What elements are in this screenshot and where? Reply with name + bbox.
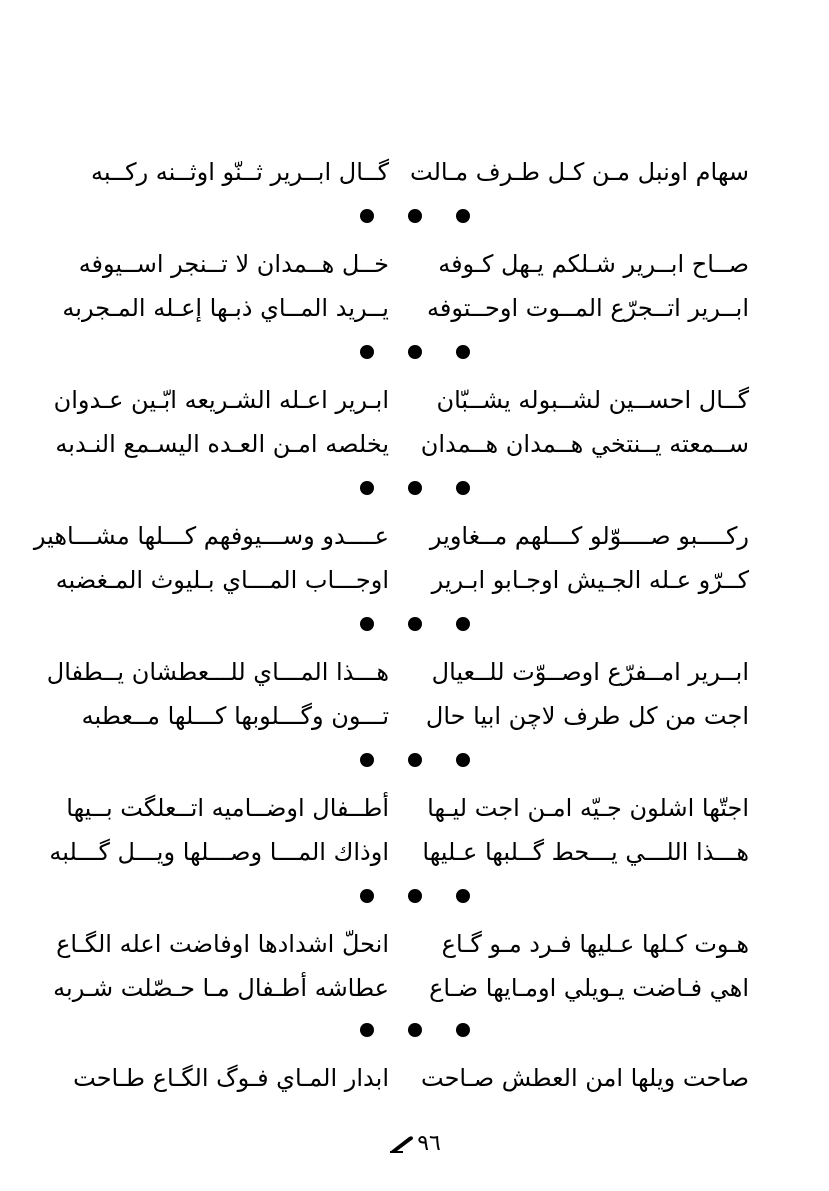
verse-left: ابـرير اعـله الشـريعه ابّـين عـدوان bbox=[53, 386, 389, 414]
divider-dot bbox=[360, 345, 374, 359]
stanza-divider bbox=[360, 888, 470, 904]
divider-dot bbox=[456, 209, 470, 223]
page-number-text: ٩٦ bbox=[417, 1130, 441, 1156]
page-number bbox=[380, 1128, 450, 1158]
verse-left: خــل هــمدان لا تــنجر اســيوفه bbox=[78, 250, 389, 278]
quill-icon bbox=[389, 1133, 415, 1153]
stanza-divider bbox=[360, 344, 470, 360]
divider-dot bbox=[456, 753, 470, 767]
verse-left: گــال ابــرير ثــنّو اوثــنه ركــبه bbox=[90, 158, 389, 186]
stanza-divider bbox=[360, 752, 470, 768]
verse-left: عطاشه أطـفال مـا حـصّلت شـربه bbox=[53, 974, 389, 1002]
divider-dot bbox=[360, 481, 374, 495]
divider-dot bbox=[456, 345, 470, 359]
verse-left: يخلصه امـن العـده اليسـمع النـدبه bbox=[55, 430, 389, 458]
verse-right: هـــذا اللـــي يـــحط گــلبها عـليها bbox=[422, 838, 749, 866]
verse-left: اوجـــاب المـــاي بـليوث المـغضبه bbox=[55, 566, 389, 594]
verse-right: سهام اونبل مـن كـل طـرف مـالت bbox=[410, 158, 749, 186]
divider-dot bbox=[360, 1023, 374, 1037]
verse-left: عــــدو وســـيوفهم كـــلها مشـــاهير bbox=[33, 522, 389, 550]
verse-left: اوذاك المـــا وصـــلها ويـــل گـــلبه bbox=[49, 838, 389, 866]
verse-right: كــرّو عـله الجـيش اوجـابو ابـرير bbox=[431, 566, 749, 594]
divider-dot bbox=[360, 753, 374, 767]
divider-dot bbox=[360, 889, 374, 903]
verse-right: اهي فـاضت يـويلي اومـايها ضـاع bbox=[429, 974, 749, 1002]
divider-dot bbox=[408, 889, 422, 903]
verse-left: أطــفال اوضــاميه اتــعلگت بــيها bbox=[66, 794, 389, 822]
stanza-divider bbox=[360, 1022, 470, 1038]
verse-right: اجت من كل طرف لاچن ابيا حال bbox=[425, 702, 749, 730]
divider-dot bbox=[408, 753, 422, 767]
verse-left: تـــون وگـــلوبها كـــلها مــعطبه bbox=[81, 702, 389, 730]
divider-dot bbox=[456, 1023, 470, 1037]
divider-dot bbox=[456, 481, 470, 495]
stanza-divider bbox=[360, 616, 470, 632]
verse-right: ابــرير امــفرّع اوصــوّت للــعيال bbox=[431, 658, 749, 686]
verse-right: هـوت كـلها عـليها فـرد مـو گـاع bbox=[441, 930, 749, 958]
verse-right: ركــــبو صــــوّلو كـــلهم مــغاوير bbox=[429, 522, 749, 550]
divider-dot bbox=[408, 1023, 422, 1037]
divider-dot bbox=[408, 481, 422, 495]
verse-right: ســمعته يــنتخي هــمدان هــمدان bbox=[420, 430, 749, 458]
divider-dot bbox=[408, 209, 422, 223]
divider-dot bbox=[408, 617, 422, 631]
verse-right: صــاح ابــرير شـلكم يـهل كـوفه bbox=[438, 250, 749, 278]
stanza-divider bbox=[360, 208, 470, 224]
divider-dot bbox=[456, 617, 470, 631]
divider-dot bbox=[360, 209, 374, 223]
divider-dot bbox=[360, 617, 374, 631]
divider-dot bbox=[408, 345, 422, 359]
stanza-divider bbox=[360, 480, 470, 496]
divider-dot bbox=[456, 889, 470, 903]
verse-left: يــريد المــاي ذبـها إعـله المـجربه bbox=[62, 294, 389, 322]
verse-right: صاحت ويلها امن العطش صـاحت bbox=[421, 1064, 749, 1092]
verse-right: اجتّها اشلون جـيّه امـن اجت ليـها bbox=[427, 794, 749, 822]
verse-right: ابــرير اتــجرّع المــوت اوحــتوفه bbox=[427, 294, 749, 322]
verse-left: هـــذا المـــاي للـــعطشان يــطفال bbox=[46, 658, 389, 686]
verse-left: انحلّ اشدادها اوفاضت اعله الگـاع bbox=[56, 930, 389, 958]
verse-right: گــال احســين لشــبوله يشــبّان bbox=[436, 386, 749, 414]
verse-left: ابدار المـاي فـوگ الگـاع طـاحت bbox=[73, 1064, 389, 1092]
